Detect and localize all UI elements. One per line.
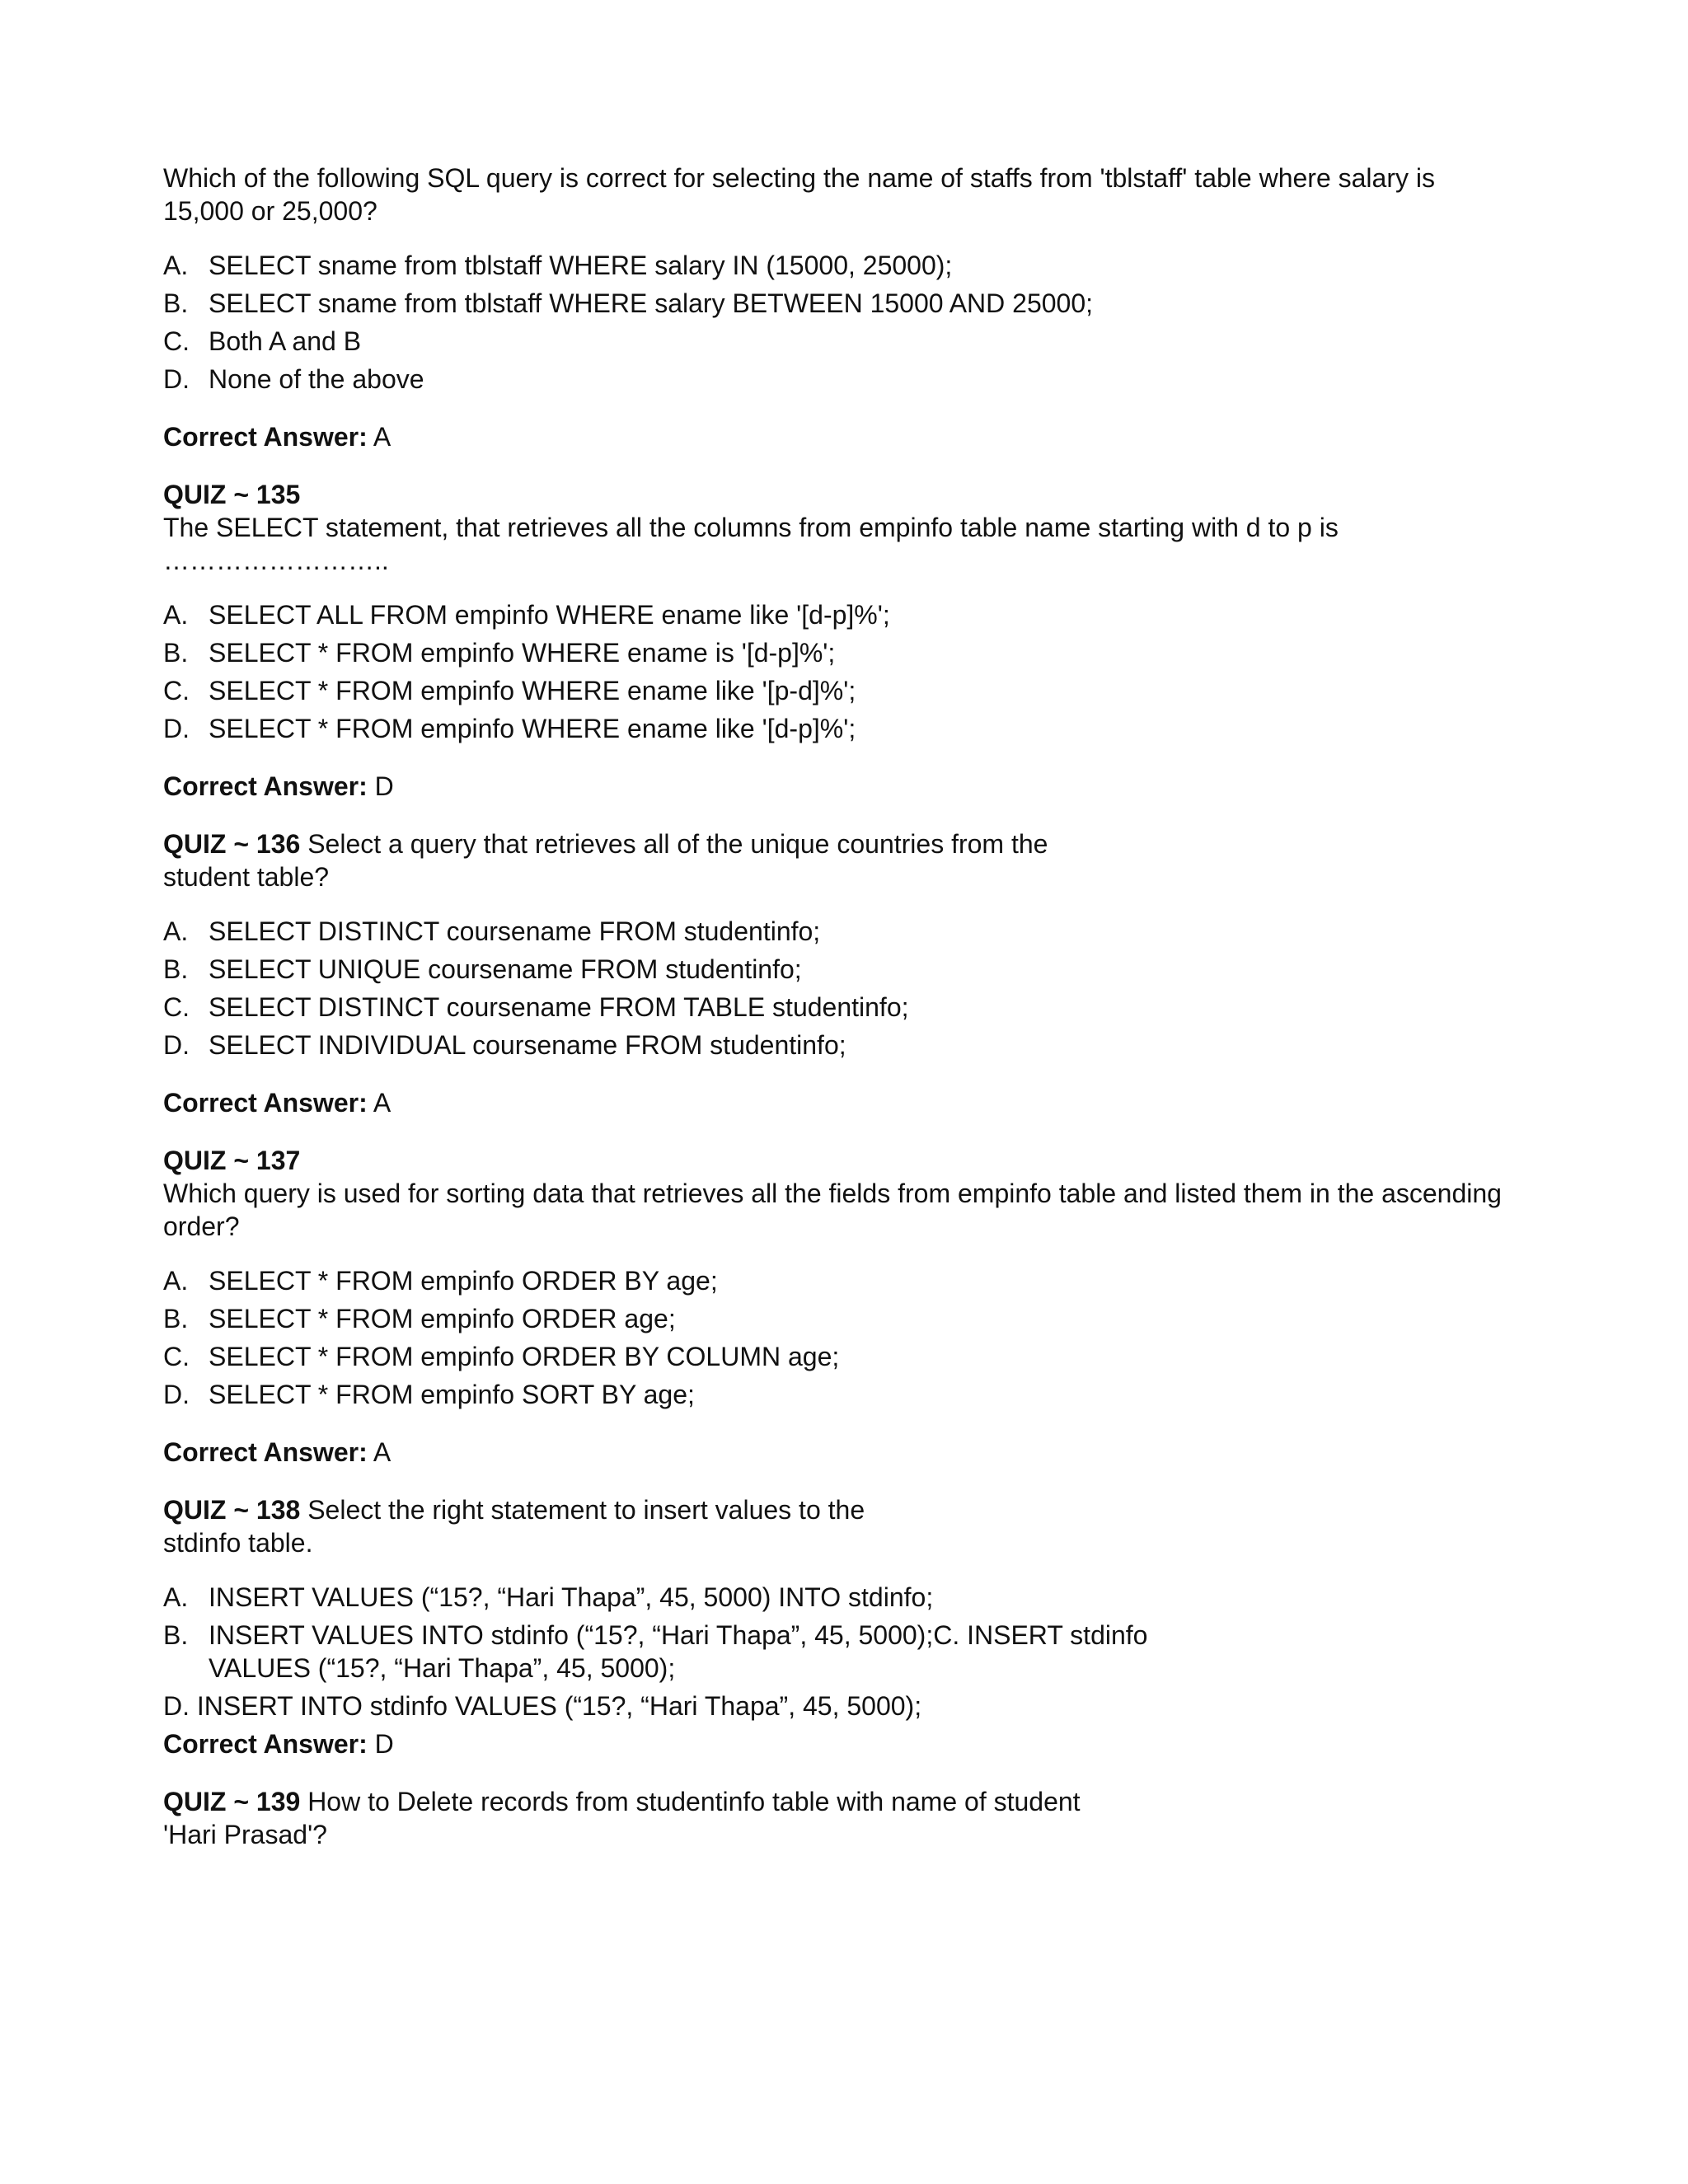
option-c: C. SELECT * FROM empinfo WHERE ename like '[p-d]%';	[163, 676, 856, 705]
option-b: B. SELECT * FROM empinfo ORDER age;	[163, 1304, 676, 1333]
question-text: QUIZ ~ 139 How to Delete records from studentinfo table with name of student	[163, 1787, 1081, 1816]
question-text: QUIZ ~ 138 Select the right statement to insert values to the	[163, 1495, 865, 1525]
correct-answer: Correct Answer: D	[163, 771, 394, 801]
option-a: A. SELECT DISTINCT coursename FROM studentinfo;	[163, 916, 821, 946]
answer-blank: ……………………..	[163, 546, 389, 575]
option-a: A. SELECT ALL FROM empinfo WHERE ename like '[d-p]%';	[163, 600, 890, 630]
quiz-label: QUIZ ~ 137	[163, 1146, 301, 1175]
question-text-continued: 'Hari Prasad'?	[163, 1820, 327, 1849]
options-list	[163, 915, 1507, 1062]
quiz-label: QUIZ ~ 136	[163, 829, 301, 859]
quiz-139	[163, 1785, 1507, 1851]
option-d: D. INSERT INTO stdinfo VALUES (“15?, “Hari Thapa”, 45, 5000);	[163, 1691, 922, 1721]
question-text: Which of the following SQL query is correct for selecting the name of staffs from 'tblstaff' table where salary is 15,000 or 25,000?	[163, 163, 1435, 226]
page-content	[163, 162, 1507, 1851]
quiz-135	[163, 478, 1507, 803]
option-d: D. SELECT INDIVIDUAL coursename FROM studentinfo;	[163, 1030, 846, 1060]
option-c: C. SELECT * FROM empinfo ORDER BY COLUMN age;	[163, 1342, 840, 1371]
option-d: D. None of the above	[163, 364, 424, 394]
option-c: C. Both A and B	[163, 326, 362, 356]
option-c: C. SELECT DISTINCT coursename FROM TABLE studentinfo;	[163, 992, 909, 1022]
quiz-136	[163, 827, 1507, 1119]
correct-answer: Correct Answer: A	[163, 1088, 392, 1118]
options-list	[163, 249, 1507, 396]
option-a: A. SELECT sname from tblstaff WHERE salary IN (15000, 25000);	[163, 251, 953, 280]
correct-answer: Correct Answer: D	[163, 1729, 394, 1759]
quiz-label: QUIZ ~ 139	[163, 1787, 301, 1816]
option-b: B. INSERT VALUES INTO stdinfo (“15?, “Hari Thapa”, 45, 5000);C. INSERT stdinfo VALUES (“15?, “Hari Thapa”, 45, 5000);	[163, 1619, 1507, 1685]
correct-answer: Correct Answer: A	[163, 1437, 392, 1467]
option-a: A. INSERT VALUES (“15?, “Hari Thapa”, 45, 5000) INTO stdinfo;	[163, 1582, 934, 1612]
options-list	[163, 1264, 1507, 1411]
options-list	[163, 1581, 1507, 1685]
question-text: Which query is used for sorting data that retrieves all the fields from empinfo table and listed them in the ascending order?	[163, 1179, 1502, 1241]
option-a: A. SELECT * FROM empinfo ORDER BY age;	[163, 1266, 718, 1296]
quiz-137	[163, 1144, 1507, 1469]
option-d: D. SELECT * FROM empinfo SORT BY age;	[163, 1380, 695, 1409]
quiz-label: QUIZ ~ 138	[163, 1495, 301, 1525]
option-b: B. SELECT sname from tblstaff WHERE salary BETWEEN 15000 AND 25000;	[163, 288, 1094, 318]
correct-answer: Correct Answer: A	[163, 422, 392, 452]
option-b: B. SELECT UNIQUE coursename FROM studentinfo;	[163, 954, 802, 984]
option-d: D. SELECT * FROM empinfo WHERE ename like '[d-p]%';	[163, 714, 856, 743]
option-b-continued: VALUES (“15?, “Hari Thapa”, 45, 5000);	[209, 1653, 676, 1683]
question-text: QUIZ ~ 136 Select a query that retrieves all of the unique countries from the	[163, 829, 1048, 859]
quiz-134	[163, 162, 1507, 453]
question-text: The SELECT statement, that retrieves all the columns from empinfo table name starting with d to p is	[163, 513, 1339, 542]
quiz-138	[163, 1493, 1507, 1760]
quiz-label: QUIZ ~ 135	[163, 480, 301, 509]
question-text-continued: student table?	[163, 862, 330, 892]
question-text-continued: stdinfo table.	[163, 1528, 313, 1558]
option-b: B. SELECT * FROM empinfo WHERE ename is '[d-p]%';	[163, 638, 836, 668]
options-list	[163, 598, 1507, 745]
